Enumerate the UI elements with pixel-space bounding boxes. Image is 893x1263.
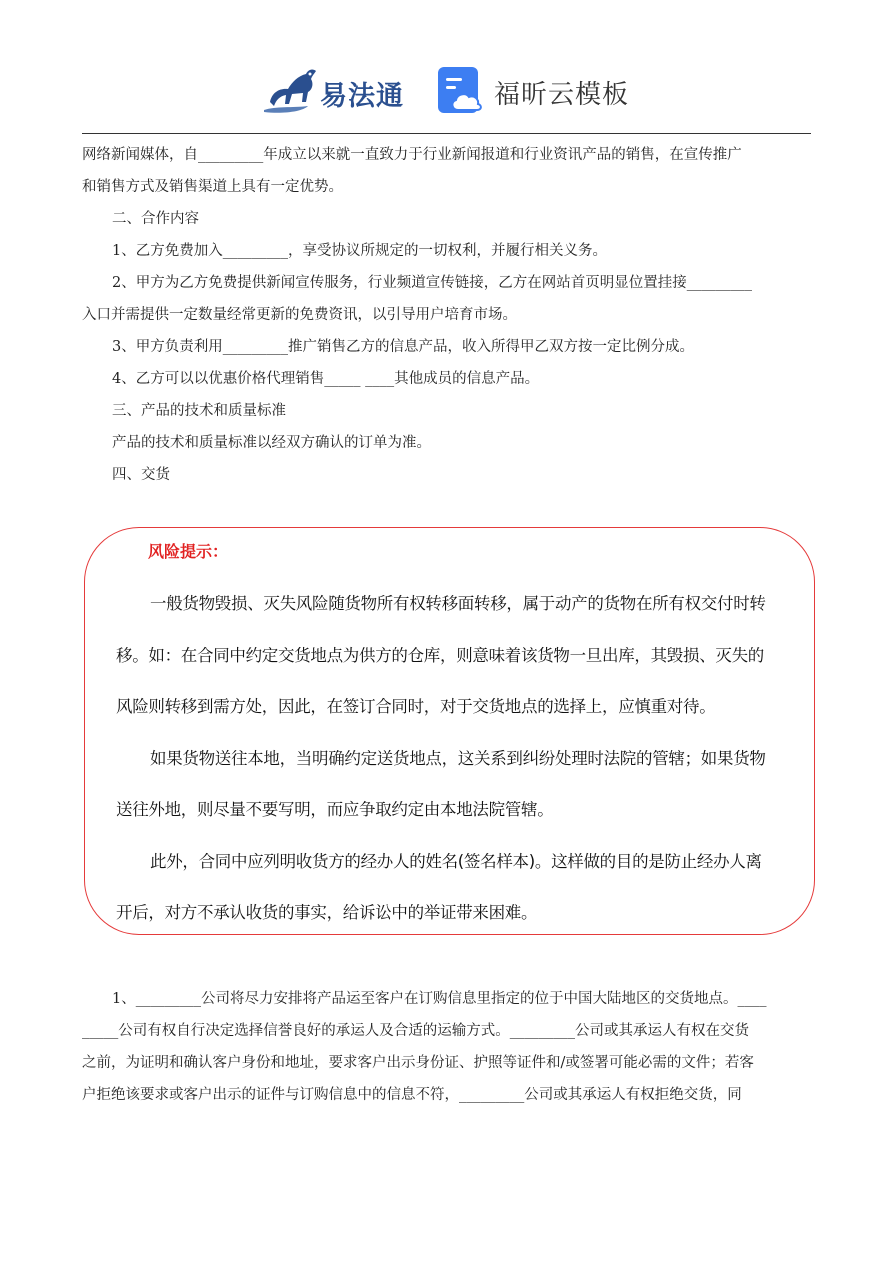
contract-body-bottom (82, 983, 812, 1111)
body-line: 之前，为证明和确认客户身份和地址，要求客户出示身份证、护照等证件和/或签署可能必需的文件；若客 (82, 1055, 754, 1071)
risk-notice-text (116, 578, 806, 939)
body-line: 1、_________公司将尽力安排将产品运至客户在订购信息里指定的位于中国大陆地区的交货地点。____ (112, 991, 767, 1007)
risk-line: 如果货物送往本地，当明确约定送货地点，这关系到纠纷处理时法院的管辖；如果货物 (150, 748, 766, 768)
logo-left-text: 易法通 (320, 81, 404, 112)
yifatong-logo (262, 62, 412, 116)
body-line: 2、甲方为乙方免费提供新闻宣传服务，行业频道宣传链接，乙方在网站首页明显位置挂接_________ (112, 275, 752, 291)
body-line: 4、乙方可以以优惠价格代理销售_____ ____其他成员的信息产品。 (112, 371, 540, 387)
body-line: 1、乙方免费加入_________，享受协议所规定的一切权利，并履行相关义务。 (112, 243, 607, 259)
section-heading: 三、产品的技术和质量标准 (112, 403, 286, 419)
risk-line: 此外，合同中应列明收货方的经办人的姓名(签名样本)。这样做的目的是防止经办人离 (150, 851, 762, 871)
contract-body-top (82, 139, 812, 491)
header-divider (82, 133, 811, 134)
section-heading: 二、合作内容 (112, 211, 199, 227)
logo-right-text: 福昕云模板 (494, 80, 630, 110)
body-line: 网络新闻媒体，自_________年成立以来就一直致力于行业新闻报道和行业资讯产品的销售，在宣传推广 (82, 147, 742, 163)
body-line: 和销售方式及销售渠道上具有一定优势。 (82, 179, 343, 195)
body-line: 3、甲方负责利用_________推广销售乙方的信息产品，收入所得甲乙双方按一定比例分成。 (112, 339, 694, 355)
risk-notice-title: 风险提示： (148, 542, 229, 561)
page-header (0, 58, 893, 122)
qilin-icon (262, 62, 322, 116)
risk-line: 风险则转移到需方处，因此，在签订合同时，对于交货地点的选择上，应慎重对待。 (116, 697, 716, 716)
document-cloud-icon (436, 66, 488, 116)
risk-line: 一般货物毁损、灭失风险随货物所有权转移面转移，属于动产的货物在所有权交付时转 (150, 594, 766, 613)
foxit-template-logo (436, 66, 646, 116)
body-line: _____公司有权自行决定选择信誉良好的承运人及合适的运输方式。_________公司或其承运人有权在交货 (82, 1023, 749, 1039)
risk-line: 开后，对方不承认收货的事实，给诉讼中的举证带来困难。 (116, 903, 538, 922)
body-line: 户拒绝该要求或客户出示的证件与订购信息中的信息不符，_________公司或其承运人有权拒绝交货，同 (82, 1087, 742, 1103)
risk-line: 送往外地，则尽量不要写明，而应争取约定由本地法院管辖。 (116, 800, 554, 819)
risk-line: 移。如：在合同中约定交货地点为供方的仓库，则意味着该货物一旦出库，其毁损、灭失的 (116, 645, 765, 665)
section-heading: 四、交货 (112, 467, 170, 483)
body-line: 产品的技术和质量标准以经双方确认的订单为准。 (112, 435, 431, 451)
body-line: 入口并需提供一定数量经常更新的免费资讯，以引导用户培育市场。 (82, 307, 517, 323)
